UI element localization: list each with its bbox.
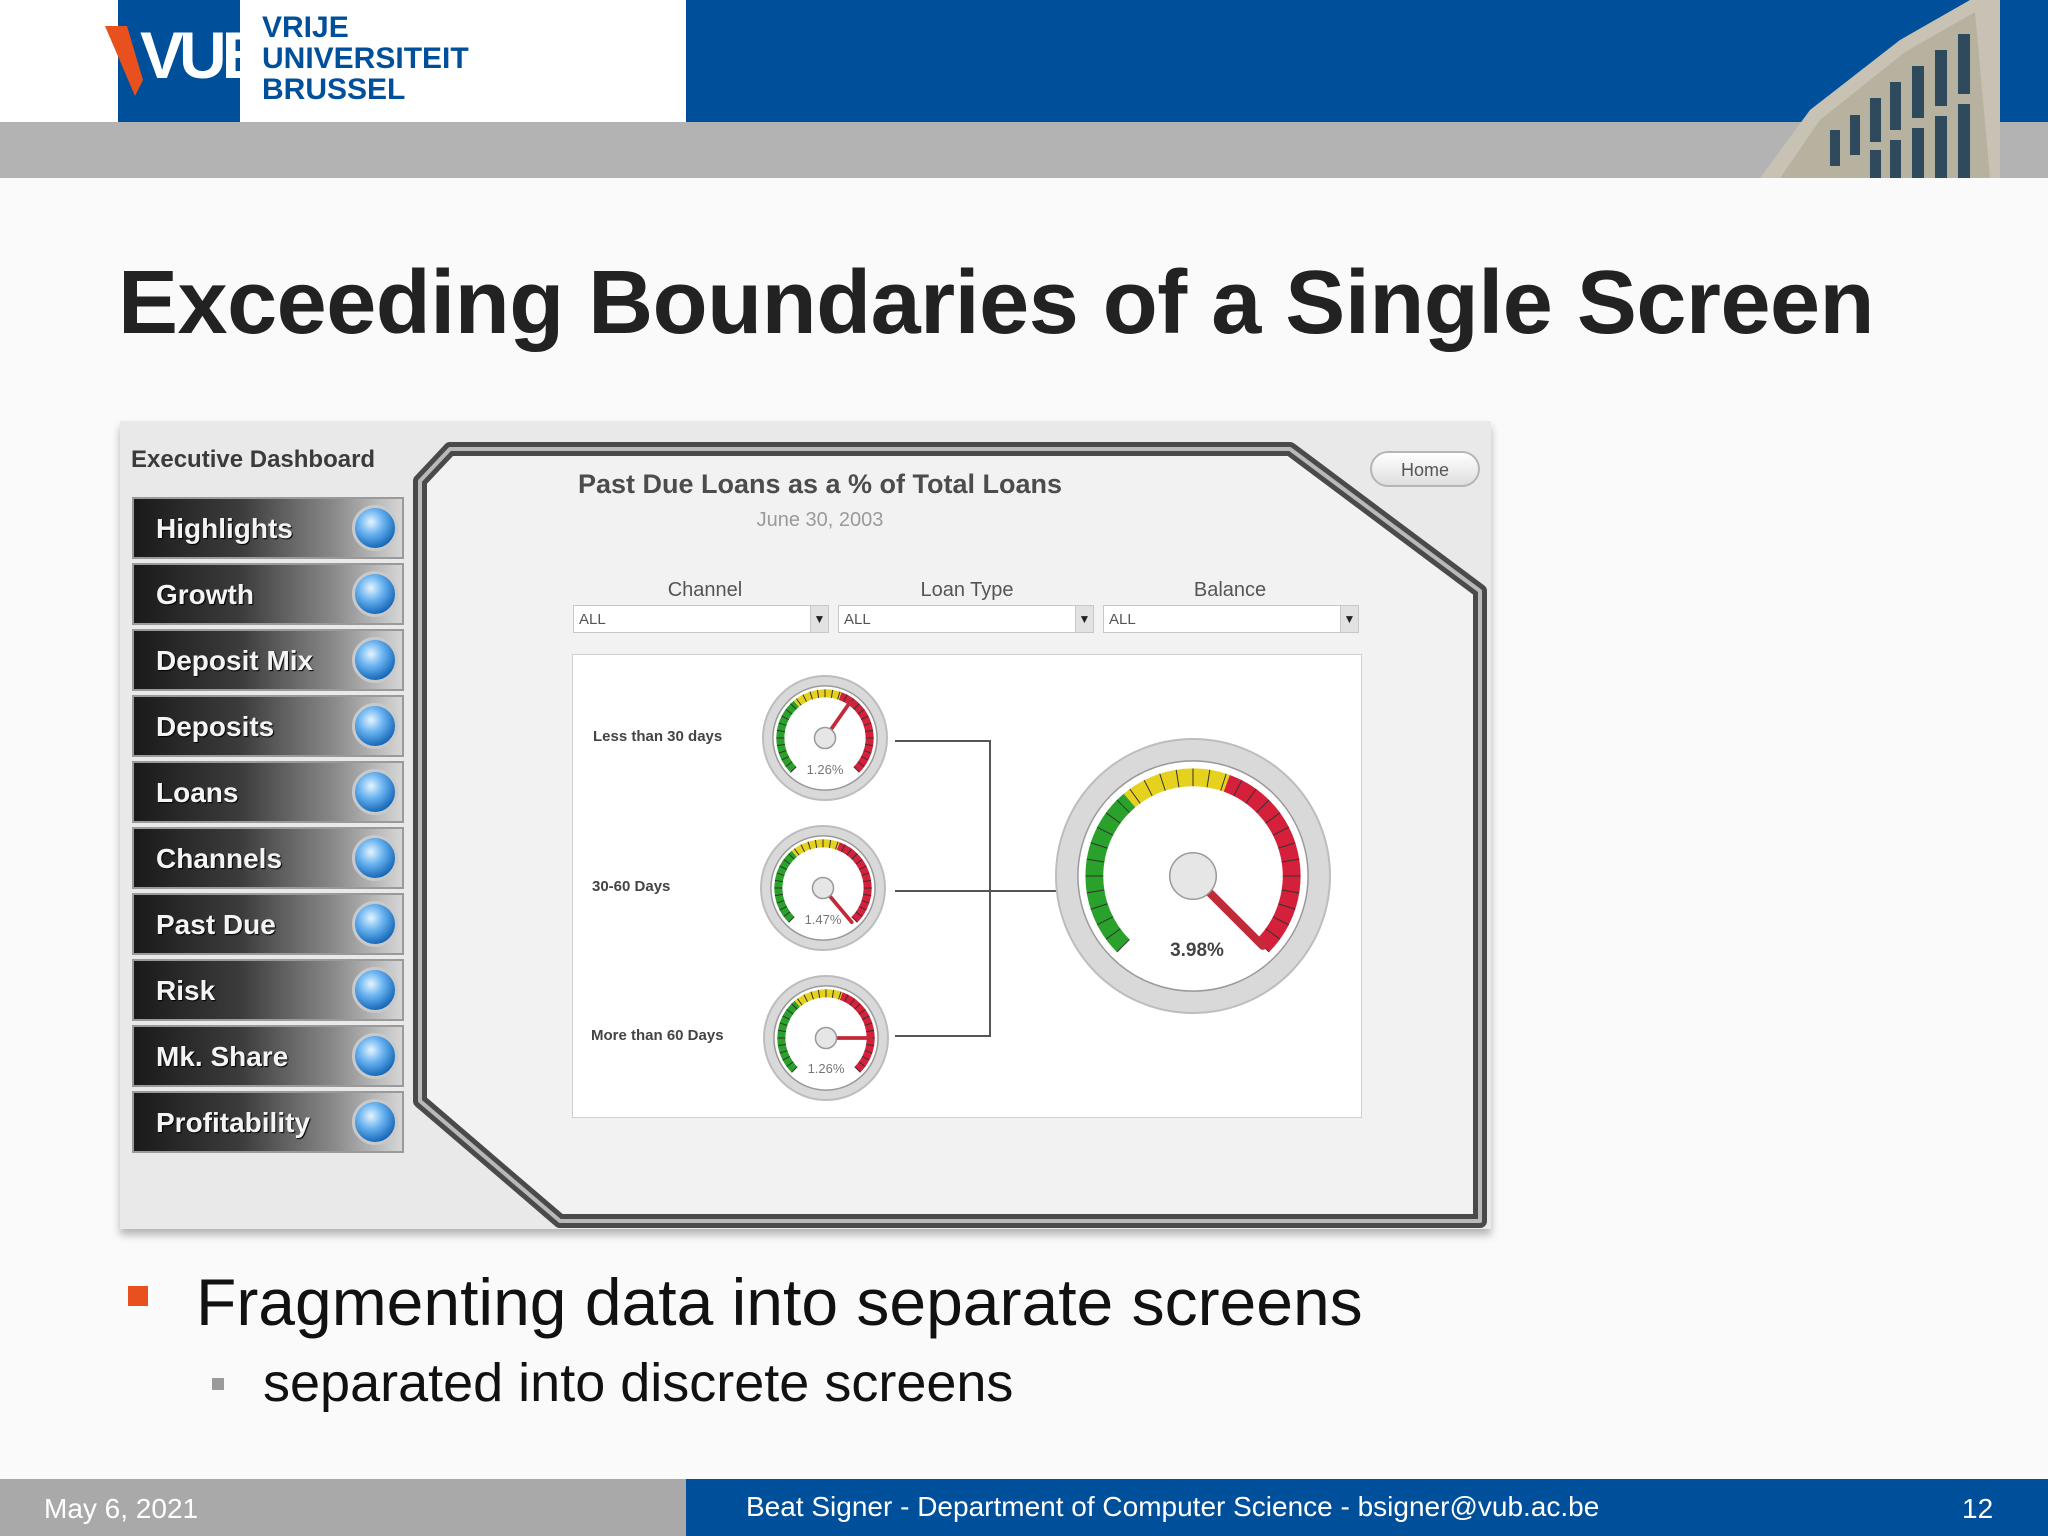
university-name-line: UNIVERSITEIT <box>262 42 469 75</box>
home-button[interactable]: Home <box>1370 451 1480 487</box>
gauge-less-30-days <box>763 676 887 800</box>
connector-lines <box>895 741 1060 1036</box>
gauge-label-30-60: 30-60 Days <box>592 878 671 895</box>
gauge-hub <box>812 877 833 898</box>
footer-author: Beat Signer - Department of Computer Science - bsigner@vub.ac.be <box>746 1491 1600 1522</box>
nav-item-label: Risk <box>156 975 216 1006</box>
footer-date: May 6, 2021 <box>44 1493 199 1524</box>
dropdown-arrow-icon: ▼ <box>1340 606 1358 632</box>
bullet-text: Fragmenting data into separate screens <box>196 1265 1363 1339</box>
nav-item-label: Highlights <box>156 513 293 544</box>
nav-item-label: Deposit Mix <box>156 645 314 676</box>
university-name-line: BRUSSEL <box>262 73 406 106</box>
dropdown-arrow-icon: ▼ <box>1075 606 1093 632</box>
filter-loan-type-label: Loan Type <box>920 579 1014 601</box>
dropdown-arrow-icon: ▼ <box>810 606 828 632</box>
filter-channel-label: Channel <box>667 579 743 601</box>
gauge-label-less-30: Less than 30 days <box>593 728 723 745</box>
university-name-line: VRIJE <box>262 11 349 44</box>
sub-bullet-square-icon <box>212 1378 224 1390</box>
nav-item-label: Mk. Share <box>156 1041 289 1072</box>
nav-item-label: Past Due <box>156 909 276 940</box>
slide-title: Exceeding Boundaries of a Single Screen <box>118 253 1875 353</box>
filter-loan-type-value: ALL <box>844 611 871 628</box>
filter-channel-value: ALL <box>579 611 606 628</box>
bullet-square-icon <box>128 1286 148 1306</box>
filter-balance-value: ALL <box>1109 611 1136 628</box>
nav-item-label: Deposits <box>156 711 275 742</box>
vub-logo-text: VUB <box>140 18 265 92</box>
sub-bullet-text: separated into discrete screens <box>263 1353 1014 1413</box>
gauge-more-60-days <box>764 976 888 1100</box>
gauge-graphics <box>120 421 1491 1229</box>
gauge-total <box>1056 739 1330 1013</box>
dashboard-heading: Past Due Loans as a % of Total Loans <box>577 469 1063 499</box>
gauge-value-more-60: 1.26% <box>807 1061 845 1076</box>
nav-item-label: Channels <box>156 843 283 874</box>
gauge-value-less-30: 1.26% <box>806 762 844 777</box>
dashboard-screenshot <box>120 421 1491 1229</box>
nav-item-label: Loans <box>156 777 239 808</box>
gauge-30-60-days <box>761 826 885 950</box>
filter-balance-label: Balance <box>1193 579 1267 601</box>
dashboard-date: June 30, 2003 <box>756 509 884 531</box>
page-number: 12 <box>1962 1493 1994 1524</box>
nav-item-label: Profitability <box>156 1107 311 1138</box>
gauge-hub <box>814 727 835 748</box>
gauge-hub <box>815 1027 836 1048</box>
dashboard-title: Executive Dashboard <box>131 446 376 473</box>
nav-item-label: Growth <box>156 579 254 610</box>
building-photo <box>1740 0 2000 178</box>
gauge-hub <box>1170 853 1217 900</box>
university-name <box>262 12 469 105</box>
gauge-label-more-60: More than 60 Days <box>591 1027 724 1044</box>
gauge-value-30-60: 1.47% <box>804 912 842 927</box>
gauge-value-total: 3.98% <box>1170 940 1224 961</box>
